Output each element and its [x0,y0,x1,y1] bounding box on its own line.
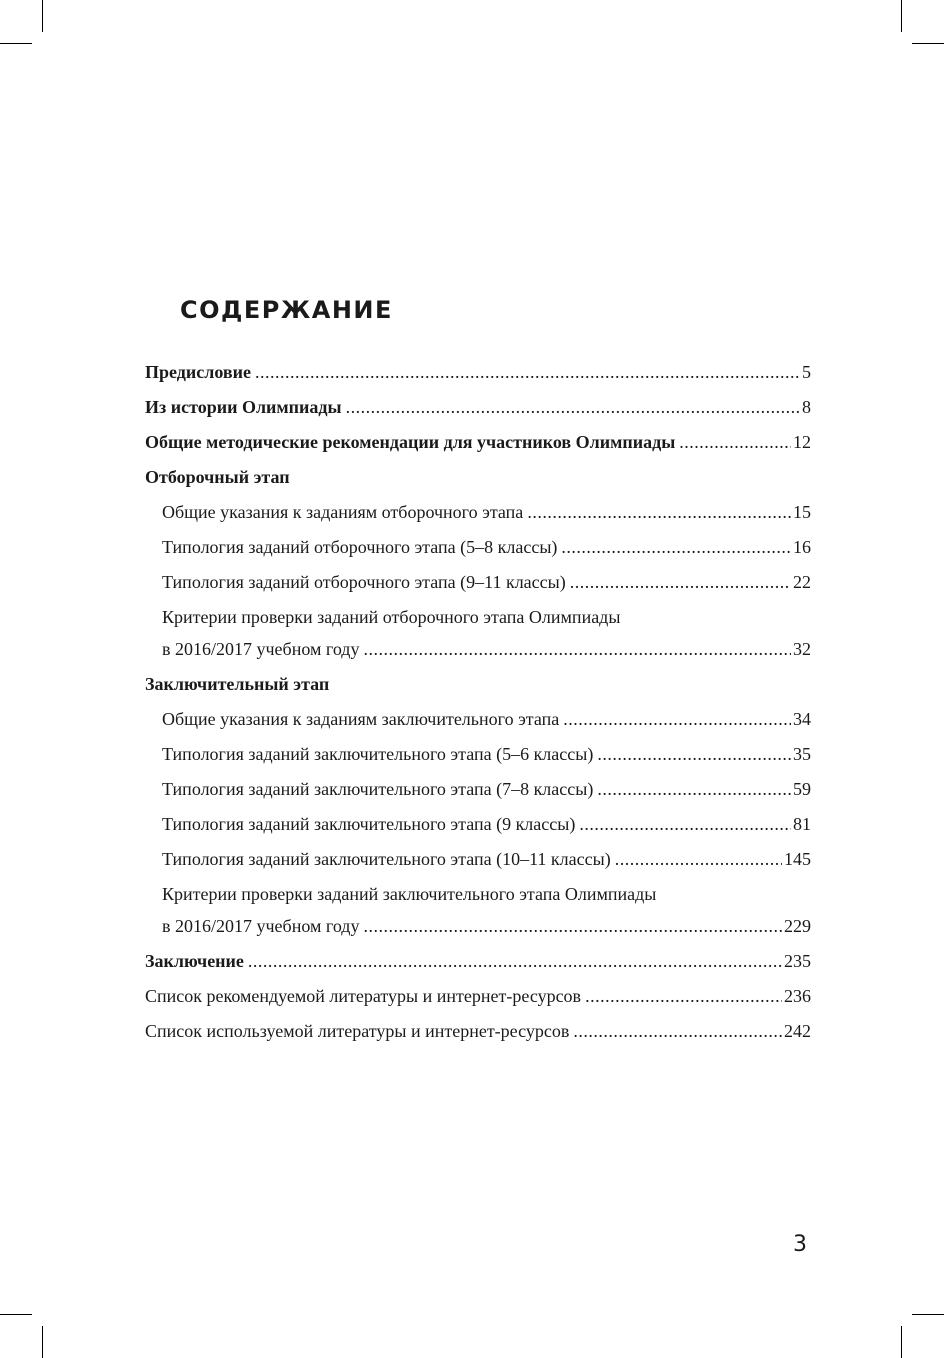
toc-leader-dots [579,807,791,842]
toc-entry-label: Заключение [145,951,244,971]
crop-mark [42,0,43,32]
toc-entry-line [145,425,811,460]
toc-entry-line [145,565,811,600]
toc-entry[interactable] [145,979,811,1014]
toc-leader-dots [561,530,791,565]
crop-mark [912,1314,944,1315]
toc-leader-dots [585,979,782,1014]
toc-leader-dots [570,565,791,600]
toc-entry-label: в 2016/2017 учебном году [162,639,360,659]
toc-entry-label: Отборочный этап [145,467,290,487]
toc-entry[interactable] [145,602,811,667]
toc-entry-line [145,979,811,1014]
toc-entry-label: Типология заданий заключительного этапа (9 классы) [162,814,576,834]
toc-entry[interactable] [145,355,811,390]
table-of-contents [145,355,811,1049]
toc-entry-line [145,1014,811,1049]
toc-entry[interactable] [145,425,811,460]
toc-leader-dots [573,1014,782,1049]
toc-entry-label: Типология заданий отборочного этапа (5–8 классы) [162,537,558,557]
toc-entry-line [145,530,811,565]
toc-entry-page-number: 12 [793,432,811,452]
toc-entry-label: Общие методические рекомендации для участников Олимпиады [145,432,676,452]
toc-entry-page-number: 229 [784,916,811,936]
crop-mark [0,1314,32,1315]
toc-entry[interactable] [145,530,811,565]
toc-leader-dots [363,909,782,944]
toc-entry[interactable] [145,737,811,772]
toc-entry[interactable] [145,842,811,877]
toc-entry-page-number: 145 [784,849,811,869]
toc-entry-line [145,632,811,667]
toc-entry-page-number: 35 [793,744,811,764]
toc-entry-label-line1: Критерии проверки заданий заключительного этапа Олимпиады [162,884,657,904]
toc-entry-line [145,460,811,495]
toc-entry-label: Общие указания к заданиям отборочного этапа [162,502,524,522]
page-number: 3 [793,1232,807,1257]
toc-entry-page-number: 81 [793,814,811,834]
toc-leader-dots [248,944,782,979]
toc-entry-line [145,495,811,530]
toc-entry-label: Типология заданий заключительного этапа (10–11 классы) [162,849,611,869]
toc-entry-label: Типология заданий заключительного этапа (5–6 классы) [162,744,594,764]
toc-leader-dots [597,772,791,807]
toc-entry-line [145,842,811,877]
toc-entry-label: в 2016/2017 учебном году [162,916,360,936]
toc-entry[interactable] [145,702,811,737]
toc-entry-line [145,702,811,737]
toc-leader-dots [363,632,791,667]
toc-entry[interactable] [145,772,811,807]
toc-entry-page-number: 22 [793,572,811,592]
toc-entry-page-number: 15 [793,502,811,522]
crop-mark [0,43,32,44]
toc-entry-line [145,390,811,425]
toc-leader-dots [615,842,782,877]
toc-entry-label: Список используемой литературы и интернет-ресурсов [145,1021,570,1041]
toc-leader-dots [527,495,791,530]
toc-entry-label: Заключительный этап [145,674,330,694]
toc-entry-page-number: 236 [784,986,811,1006]
toc-entry[interactable] [145,565,811,600]
toc-entry-line [145,944,811,979]
toc-entry-label: Общие указания к заданиям заключительного этапа [162,709,560,729]
crop-mark [42,1326,43,1358]
toc-entry-line [145,355,811,390]
toc-entry[interactable] [145,879,811,944]
crop-mark [901,1326,902,1358]
toc-leader-dots [563,702,791,737]
toc-entry-label: Типология заданий заключительного этапа (7–8 классы) [162,779,594,799]
toc-entry-page-number: 16 [793,537,811,557]
toc-entry-page-number: 5 [802,362,811,382]
toc-entry[interactable] [145,667,811,702]
toc-entry-line [145,667,811,702]
toc-entry[interactable] [145,1014,811,1049]
toc-entry-line [145,909,811,944]
toc-entry-page-number: 8 [802,397,811,417]
toc-entry[interactable] [145,807,811,842]
toc-leader-dots [679,425,791,460]
toc-entry-line [145,737,811,772]
toc-entry-label: Список рекомендуемой литературы и интернет-ресурсов [145,986,582,1006]
toc-entry-line [145,807,811,842]
toc-entry-line [145,772,811,807]
toc-entry-label-line1: Критерии проверки заданий отборочного этапа Олимпиады [162,607,621,627]
toc-entry-label: Предисловие [145,362,251,382]
toc-entry-label: Из истории Олимпиады [145,397,342,417]
toc-entry[interactable] [145,390,811,425]
toc-leader-dots [346,390,800,425]
toc-entry-page-number: 32 [793,639,811,659]
toc-entry-page-number: 59 [793,779,811,799]
toc-leader-dots [255,355,800,390]
crop-mark [901,0,902,32]
toc-entry-label: Типология заданий отборочного этапа (9–11 классы) [162,572,566,592]
toc-entry[interactable] [145,944,811,979]
toc-entry-page-number: 34 [793,709,811,729]
toc-leader-dots [597,737,791,772]
toc-entry-page-number: 235 [784,951,811,971]
page-title: СОДЕРЖАНИЕ [180,296,393,324]
toc-entry-page-number: 242 [784,1021,811,1041]
crop-mark [912,43,944,44]
toc-entry[interactable] [145,460,811,495]
toc-entry[interactable] [145,495,811,530]
